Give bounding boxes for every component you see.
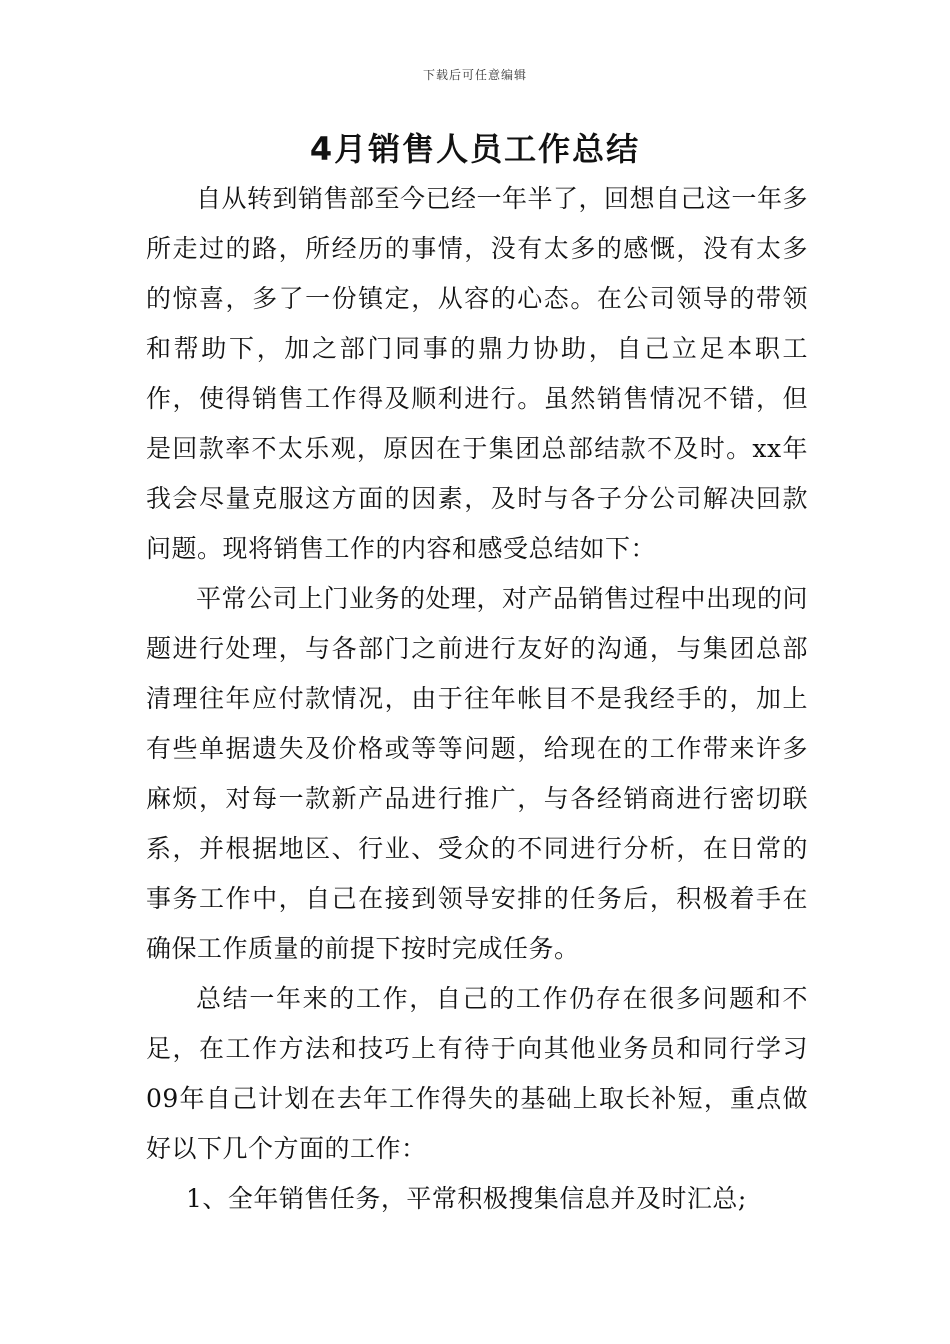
document-body: [146, 174, 808, 1224]
paragraph-summary: 总结一年来的工作，自己的工作仍存在很多问题和不足，在工作方法和技巧上有待于向其他业务员和同行学习09年自己计划在去年工作得失的基础上取长补短，重点做好以下几个方面的工作：: [146, 984, 808, 1163]
paragraph-daily-work: 平常公司上门业务的处理，对产品销售过程中出现的问题进行处理，与各部门之前进行友好的沟通，与集团总部清理往年应付款情况，由于往年帐目不是我经手的，加上有些单据遗失及价格或等等问题，给现在的工作带来许多麻烦，对每一款新产品进行推广，与各经销商进行密切联系，并根据地区、行业、受众的不同进行分析，在日常的事务工作中，自己在接到领导安排的任务后，积极着手在确保工作质量的前提下按时完成任务。: [146, 584, 809, 963]
header-note: 下载后可任意编辑: [422, 68, 527, 82]
list-item: 1、全年销售任务，平常积极搜集信息并及时汇总;: [186, 1184, 747, 1213]
document-title: 4月销售人员工作总结: [309, 130, 641, 168]
paragraph-intro: 自从转到销售部至今已经一年半了，回想自己这一年多所走过的路，所经历的事情，没有太多的感慨，没有太多的惊喜，多了一份镇定，从容的心态。在公司领导的带领和帮助下，加之部门同事的鼎力协助，自己立足本职工作，使得销售工作得及顺利进行。虽然销售情况不错，但是回款率不太乐观，原因在于集团总部结款不及时。xx年我会尽量克服这方面的因素，及时与各子分公司解决回款问题。现将销售工作的内容和感受总结如下：: [146, 184, 809, 563]
